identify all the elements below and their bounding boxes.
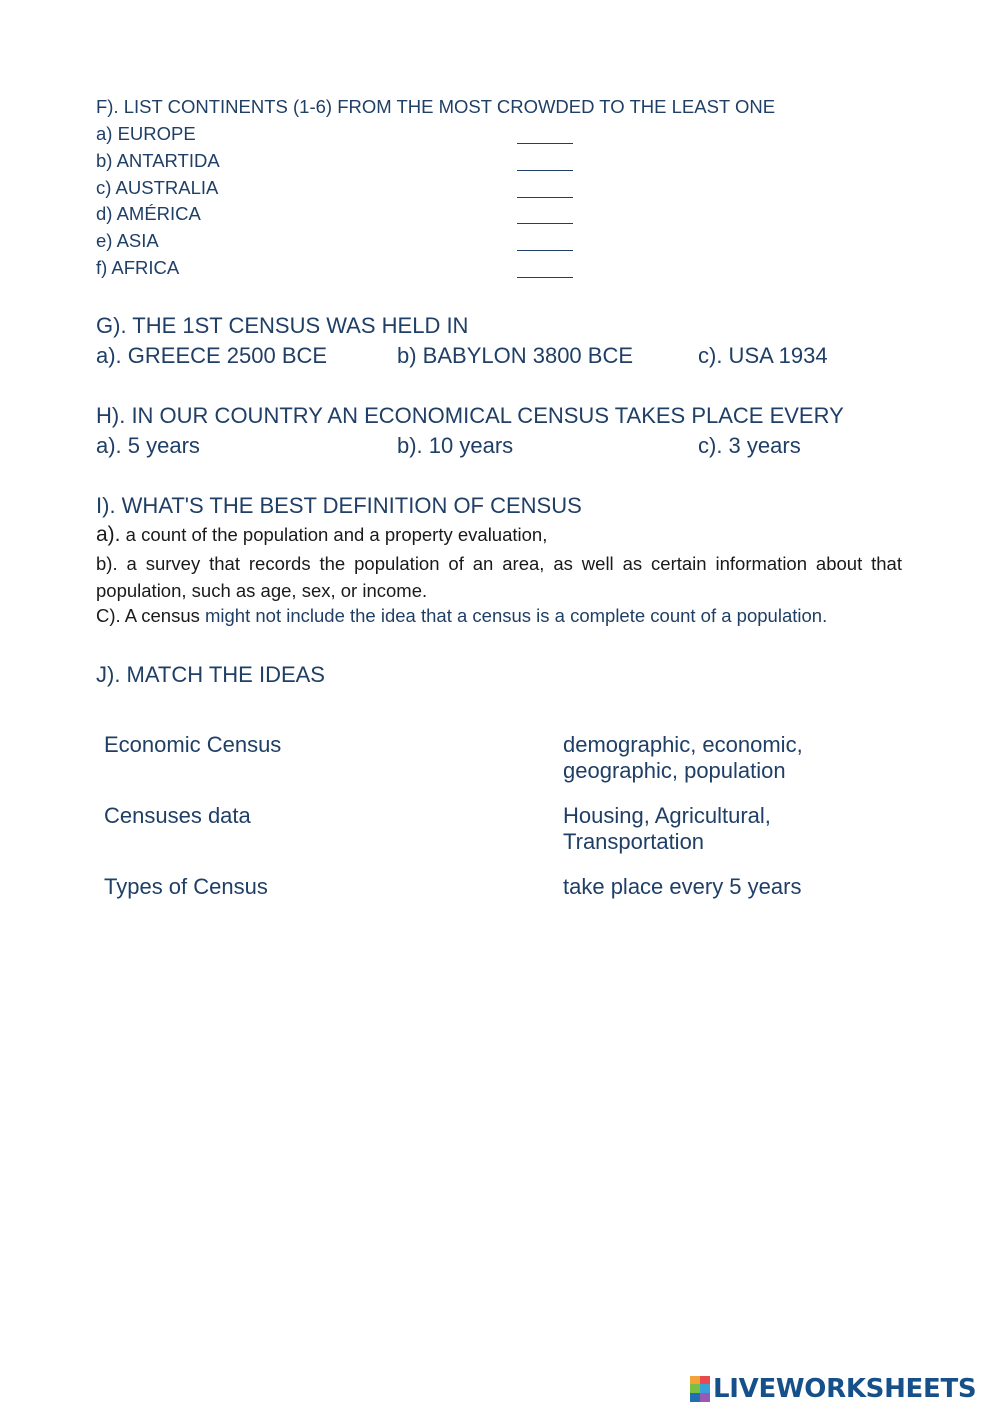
match-left-item[interactable]: Types of Census [104,874,268,899]
answer-blank-antartida[interactable] [517,170,573,171]
question-g-title: G). THE 1ST CENSUS WAS HELD IN [96,313,469,338]
match-right-item[interactable]: demographic, economic, geographic, population [563,732,803,783]
question-f-title: F). LIST CONTINENTS (1-6) FROM THE MOST CROWDED TO THE LEAST ONE [96,96,776,117]
question-h-title: H). IN OUR COUNTRY AN ECONOMICAL CENSUS TAKES PLACE EVERY [96,403,844,428]
answer-blank-australia[interactable] [517,197,573,198]
match-right-item[interactable]: Housing, Agricultural, Transportation [563,803,771,854]
continent-item: f) AFRICA [96,257,180,278]
answer-blank-africa[interactable] [517,277,573,278]
question-i-title: I). WHAT'S THE BEST DEFINITION OF CENSUS [96,493,582,518]
continent-item: a) EUROPE [96,123,196,144]
option-i-a-prefix: a). [96,523,121,546]
option-i-a-text: a count of the population and a property evaluation, [120,524,548,545]
continent-item: c) AUSTRALIA [96,177,219,198]
answer-blank-asia[interactable] [517,250,573,251]
option-i-c[interactable] [96,605,827,627]
liveworksheets-mark-icon [690,1376,710,1402]
answer-blank-america[interactable] [517,223,573,224]
option-i-c-head: C). A census [96,605,200,626]
continent-item: b) ANTARTIDA [96,150,220,171]
option-g-c[interactable]: c). USA 1934 [698,343,828,368]
logo-text: LIVEWORKSHEETS [713,1374,977,1404]
option-i-c-tail: might not include the idea that a census is a complete count of a population. [199,605,828,626]
continent-item: d) AMÉRICA [96,203,201,224]
option-h-b[interactable]: b). 10 years [397,433,514,458]
liveworksheets-logo [690,1372,976,1406]
continent-item: e) ASIA [96,230,159,251]
match-left-item[interactable]: Censuses data [104,803,251,828]
option-h-a[interactable]: a). 5 years [96,433,200,458]
option-i-a[interactable] [96,523,547,547]
option-g-a[interactable]: a). GREECE 2500 BCE [96,343,328,368]
question-j-title: J). MATCH THE IDEAS [96,662,325,687]
option-i-b[interactable]: b). a survey that records the population of an area, as well as certain information about that population, such as age, sex, or income. [96,553,902,601]
option-g-b[interactable]: b) BABYLON 3800 BCE [397,343,634,368]
match-left-item[interactable]: Economic Census [104,732,282,757]
answer-blank-europe[interactable] [517,143,573,144]
match-right-item[interactable]: take place every 5 years [563,874,802,899]
option-h-c[interactable]: c). 3 years [698,433,801,458]
